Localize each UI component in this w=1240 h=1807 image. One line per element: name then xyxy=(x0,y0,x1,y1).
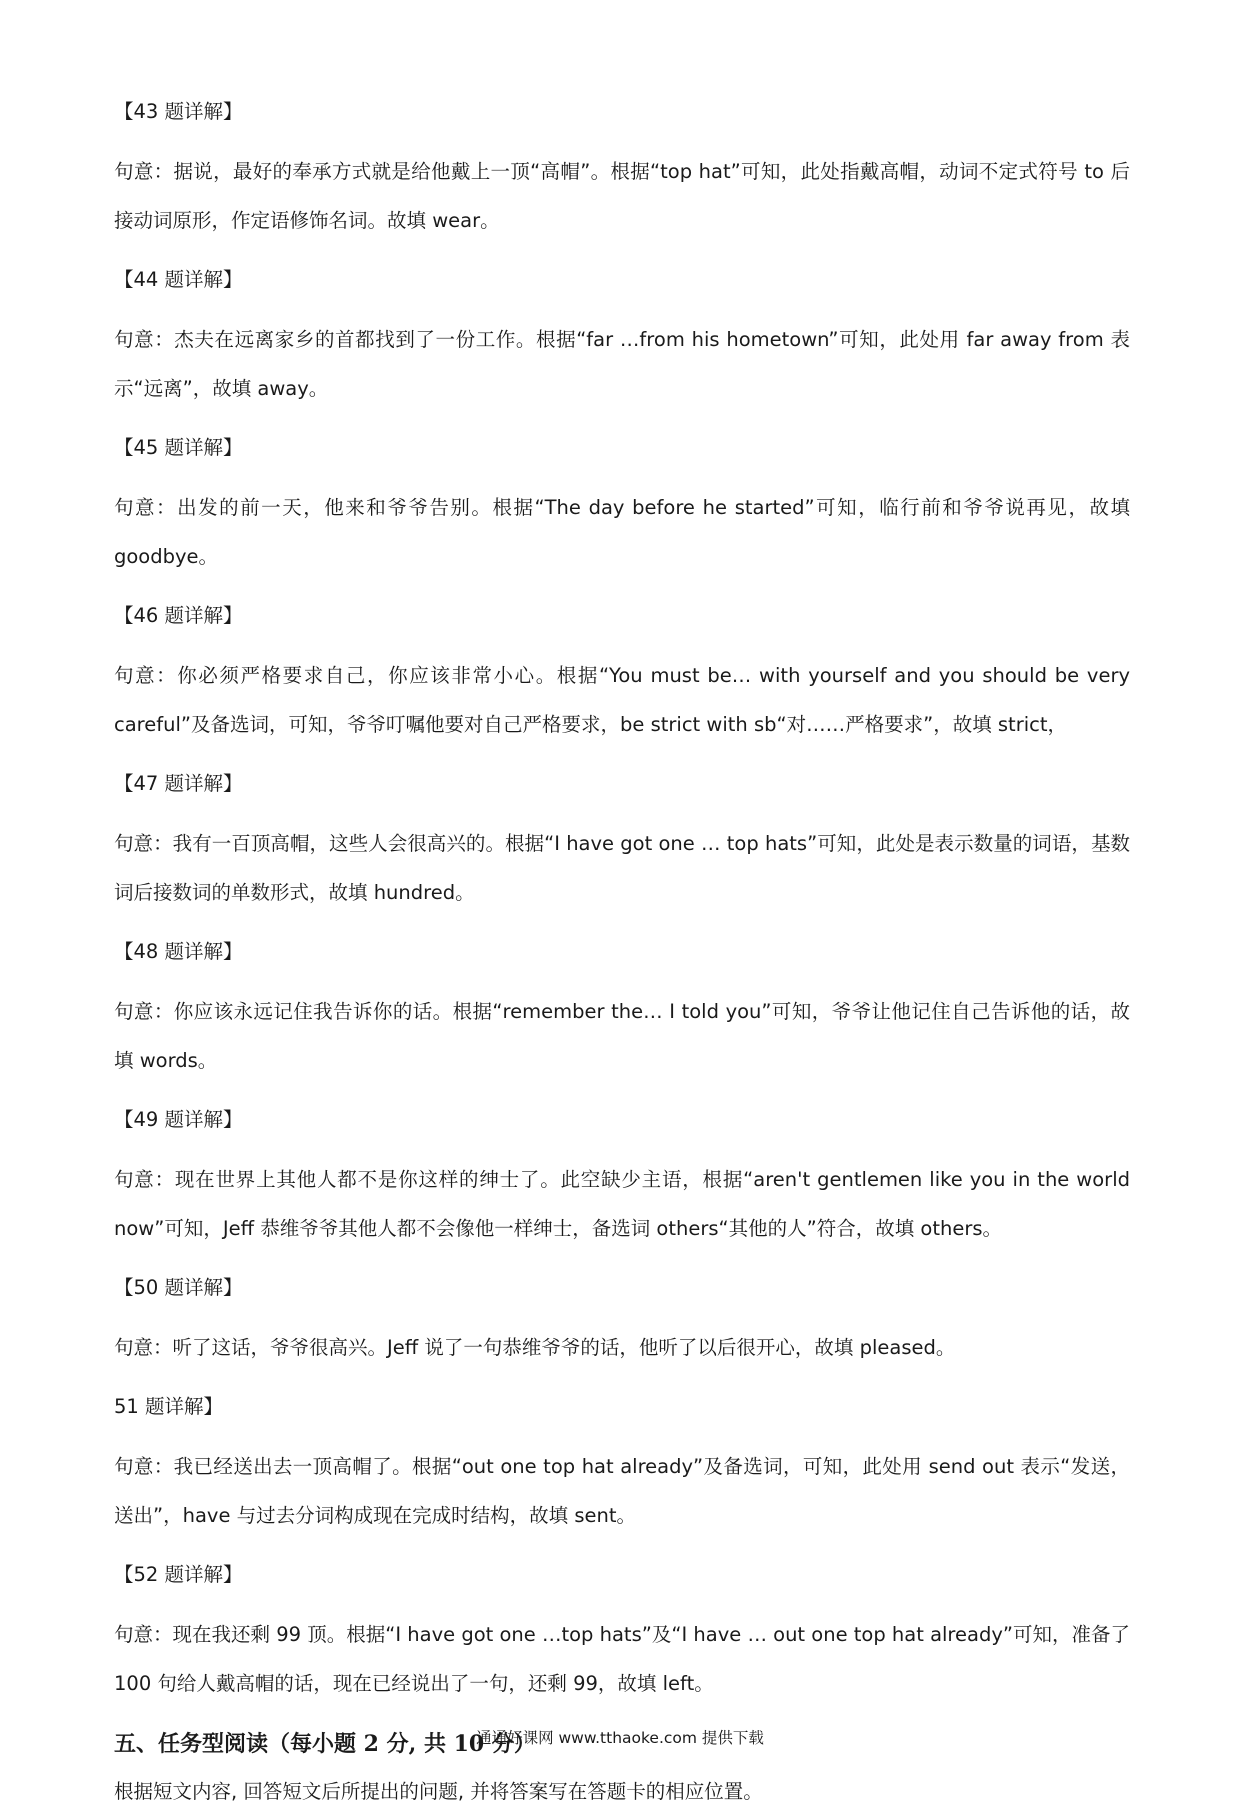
question-45-explanation: 句意：出发的前一天，他来和爷爷告别。根据“The day before he started”可知，临行前和爷爷说再见，故填 goodbye。 xyxy=(114,496,1130,568)
question-51-heading: 51 题详解】 xyxy=(114,1395,224,1418)
question-48-explanation: 句意：你应该永远记住我告诉你的话。根据“remember the… I told you”可知，爷爷让他记住自己告诉他的话，故填 words。 xyxy=(114,1000,1130,1072)
question-52-heading: 【52 题详解】 xyxy=(114,1563,243,1586)
question-44-heading: 【44 题详解】 xyxy=(114,268,243,291)
page-footer: 通通好课网 www.tthaoke.com 提供下载 xyxy=(476,1729,764,1747)
question-46-heading: 【46 题详解】 xyxy=(114,604,243,627)
question-43-heading: 【43 题详解】 xyxy=(114,100,243,123)
question-45-heading: 【45 题详解】 xyxy=(114,436,243,459)
question-50-heading: 【50 题详解】 xyxy=(114,1276,243,1299)
question-47-heading: 【47 题详解】 xyxy=(114,772,243,795)
question-49-heading: 【49 题详解】 xyxy=(114,1108,243,1131)
section-title: 五、任务型阅读（每小题 2 分, 共 10 分） xyxy=(114,1731,536,1757)
question-52-explanation: 句意：现在我还剩 99 顶。根据“I have got one …top hats”及“I have … out one top hat already”可知，准备了 100 句给人戴高帽的话，现在已经说出了一句，还剩 99，故填 left。 xyxy=(114,1623,1130,1695)
question-49-explanation: 句意：现在世界上其他人都不是你这样的绅士了。此空缺少主语，根据“aren't gentlemen like you in the world now”可知，Jeff 恭维爷爷其他人都不会像他一样绅士，备选词 others“其他的人”符合，故填 others。 xyxy=(114,1168,1130,1240)
question-46-explanation: 句意：你必须严格要求自己，你应该非常小心。根据“You must be… with yourself and you should be very careful”及备选词，可知，爷爷叮嘱他要对自己严格要求，be strict with sb“对……严格要求”，故填 strict， xyxy=(114,664,1130,736)
question-44-explanation: 句意：杰夫在远离家乡的首都找到了一份工作。根据“far …from his hometown”可知，此处用 far away from 表示“远离”，故填 away。 xyxy=(114,328,1130,400)
question-51-explanation: 句意：我已经送出去一顶高帽了。根据“out one top hat already”及备选词，可知，此处用 send out 表示“发送，送出”，have 与过去分词构成现在完成时结构，故填 sent。 xyxy=(114,1455,1130,1527)
question-43-explanation: 句意：据说，最好的奉承方式就是给他戴上一顶“高帽”。根据“top hat”可知，此处指戴高帽，动词不定式符号 to 后接动词原形，作定语修饰名词。故填 wear。 xyxy=(114,160,1130,232)
section-instruction: 根据短文内容, 回答短文后所提出的问题, 并将答案写在答题卡的相应位置。 xyxy=(114,1780,763,1803)
document-body xyxy=(114,98,1130,1807)
question-48-heading: 【48 题详解】 xyxy=(114,940,243,963)
question-47-explanation: 句意：我有一百顶高帽，这些人会很高兴的。根据“I have got one … top hats”可知，此处是表示数量的词语，基数词后接数词的单数形式，故填 hundred。 xyxy=(114,832,1130,904)
question-50-explanation: 句意：听了这话，爷爷很高兴。Jeff 说了一句恭维爷爷的话，他听了以后很开心，故填 pleased。 xyxy=(114,1336,956,1359)
